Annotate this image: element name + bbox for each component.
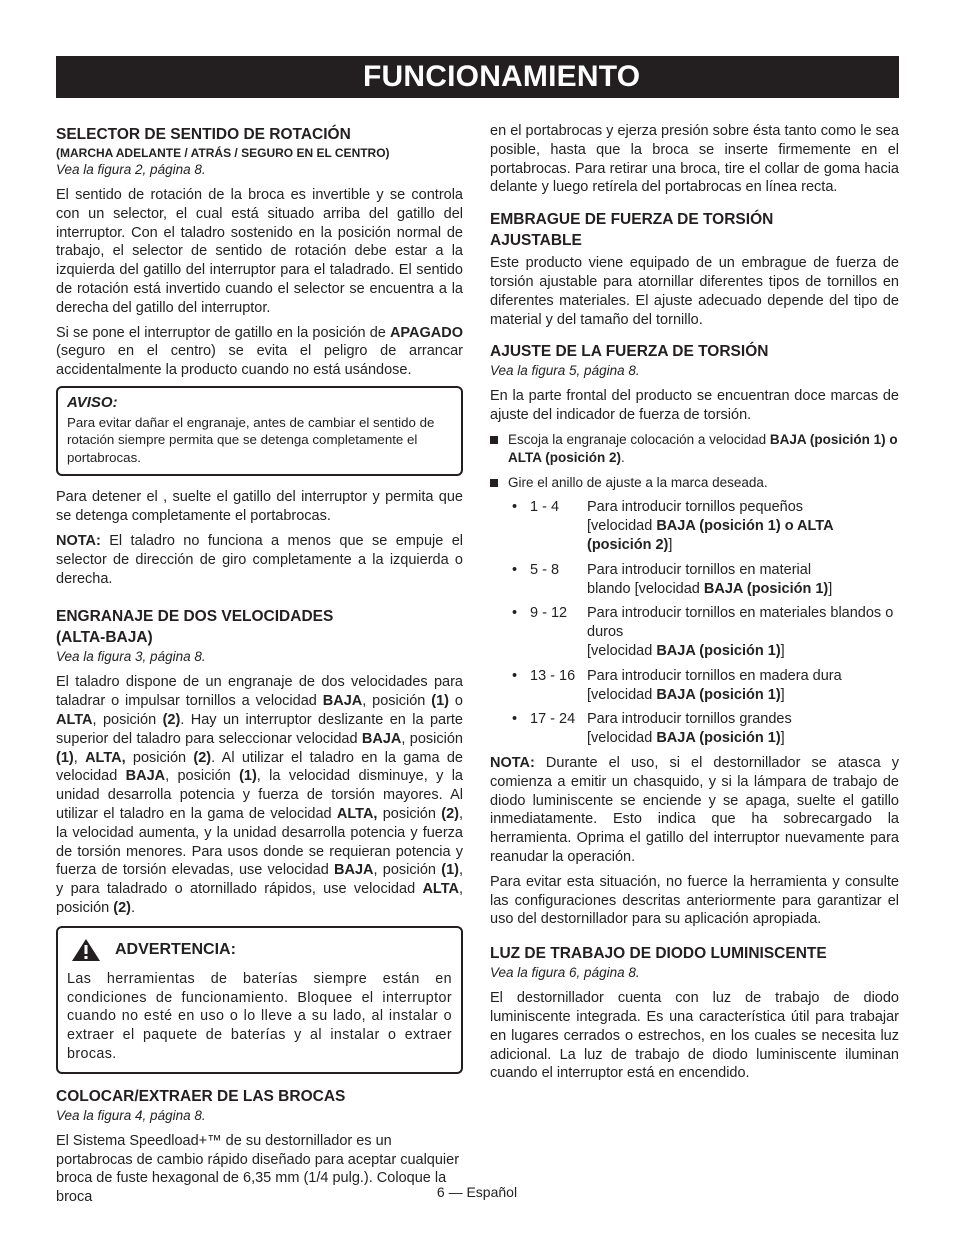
notice-box: [56, 386, 463, 477]
page-title: FUNCIONAMIENTO: [56, 56, 899, 98]
warning-header: [67, 938, 452, 962]
notice-text: Para evitar dañar el engranaje, antes de cambiar el sentido de rotación siempre permita que se detenga completamente el portabrocas.: [67, 414, 435, 465]
section-heading-led: LUZ DE TRABAJO DE DIODO LUMINISCENTE: [490, 945, 827, 963]
list-item: Gire el anillo de ajuste a la marca deseada.: [490, 474, 899, 493]
paragraph: En la parte frontal del producto se encuentran doce marcas de ajuste del indicador de fuerza de torsión.: [490, 388, 899, 424]
section-heading-rotation: SELECTOR DE SENTIDO DE ROTACIÓN: [56, 126, 351, 143]
bullet-dot-icon: •: [512, 711, 518, 728]
warning-title: ADVERTENCIA:: [115, 940, 236, 958]
paragraph: Para detener el , suelte el gatillo del interruptor y permita que se detenga completamente el portabrocas.: [56, 489, 463, 525]
left-column: [56, 124, 463, 1213]
paragraph: Este producto viene equipado de un embrague de fuerza de torsión ajustable para atornillar diferentes tipos de tornillos en diferentes materiales. El ajuste adecuado depende del tipo de material y del tamaño del tornillo.: [490, 255, 899, 328]
paragraph: El destornillador cuenta con luz de trabajo de diodo luminiscente integrada. Es una característica útil para trabajar en lugares cerrados o estrechos, en los cuales se necesita luz adicional. La luz de trabajo de diodo luminiscente iluminan cuando el interruptor está en encendido.: [490, 990, 899, 1082]
note-paragraph: NOTA: El taladro no funciona a menos que se empuje el selector de dirección de giro completamente a la izquierda o derecha.: [56, 533, 463, 587]
paragraph-two-speed: El taladro dispone de un engranaje de dos velocidades para taladrar o impulsar tornillos a velocidad BAJA, posición (1) o ALTA, posición (2). Hay un interruptor deslizante en la parte superior del taladro para seleccionar velocidad BAJA, posición (1), ALTA, posición (2). Al utilizar el taladro en la gama de velocidad BAJA, posición (1), la velocidad disminuye, y la unidad desarrolla potencia y fuerza de torsión mayores. Al utilizar el taladro en la gama de velocidad ALTA, posición (2), la velocidad aumenta, y la unidad desarrolla potencia y fuerza de torsión menores. Para usos donde se requieran potencia y fuerza de torsión elevadas, use velocidad BAJA, posición (1), y para taladrado o atornillado rápidos, use velocidad ALTA, posición (2).: [56, 674, 463, 917]
setting-description: Para introducir tornillos en madera dura [velocidad BAJA (posición 1)]: [587, 667, 842, 703]
bullet-dot-icon: •: [512, 667, 518, 684]
paragraph: El Sistema Speedload+™ de su destornillador es un portabrocas de cambio rápido diseñado para aceptar cualquier broca de fuste hexagonal de 6,35 mm (1/4 pulg.). Coloque la broca: [56, 1132, 460, 1206]
warning-box: [56, 926, 463, 1074]
list-item: Escoja la engranaje colocación a velocidad BAJA (posición 1) o ALTA (posición 2).: [490, 431, 899, 468]
paragraph: Para evitar esta situación, no fuerce la herramienta y consulte las configuraciones descritas anteriormente para garantizar el uso del destornillador para su aplicación apropiada.: [490, 873, 899, 928]
torque-setting-row: [512, 667, 899, 705]
torque-settings-list: [490, 498, 899, 748]
bullet-dot-icon: •: [512, 605, 518, 622]
figure-reference: Vea la figura 6, página 8.: [490, 965, 640, 981]
paragraph: El sentido de rotación de la broca es invertible y se controla con un selector, el cual está situado arriba del gatillo del interruptor. Con el taladro sostenido en la posición normal de trabajo, el selector de sentido de rotación debe estar a la izquierda del gatillo del interruptor para el taladrado. El sentido de rotación está invertido cuando el selector se encuentra a la derecha del gatillo del interruptor.: [56, 187, 463, 316]
warning-triangle-icon: [71, 938, 101, 962]
setting-description: Para introducir tornillos grandes [velocidad BAJA (posición 1)]: [587, 711, 792, 747]
torque-setting-row: [512, 604, 899, 660]
section-heading-bits: COLOCAR/EXTRAER DE LAS BROCAS: [56, 1087, 346, 1105]
setting-range: 5 - 8: [530, 561, 560, 578]
section-heading-clutch: EMBRAGUE DE FUERZA DE TORSIÓN AJUSTABLE: [490, 211, 774, 250]
note-paragraph: NOTA: Durante el uso, si el destornillador se atasca y comienza a emitir un chasquido, y si la lámpara de trabajo de diodo luminiscente se enciende y se apaga, suelte el gatillo inmediatamente. Esto indica que ha sobrecargado la herramienta. Oprima el gatillo del interruptor nuevamente para reanudar la operación.: [490, 755, 899, 866]
section-heading-two-speed: ENGRANAJE DE DOS VELOCIDADES (ALTA-BAJA): [56, 608, 334, 647]
setting-description: Para introducir tornillos en materiales blandos o duros [velocidad BAJA (posición 1)]: [587, 605, 894, 660]
torque-setting-row: [512, 561, 899, 599]
figure-reference: Vea la figura 2, página 8.: [56, 162, 206, 177]
setting-range: 17 - 24: [530, 711, 576, 728]
bullet-square-icon: [490, 436, 498, 444]
setting-range: 9 - 12: [530, 605, 568, 622]
setting-description: Para introducir tornillos pequeños [velocidad BAJA (posición 1) o ALTA (posición 2)]: [587, 499, 834, 554]
paragraph: Si se pone el interruptor de gatillo en la posición de APAGADO (seguro en el centro) se evita el peligro de arrancar accidentalmente la producto cuando no está usándose.: [56, 324, 463, 379]
setting-range: 1 - 4: [530, 499, 560, 516]
bullet-dot-icon: •: [512, 499, 518, 516]
bullet-square-icon: [490, 479, 498, 487]
right-column: [490, 122, 899, 1089]
figure-reference: Vea la figura 3, página 8.: [56, 649, 206, 665]
bullet-dot-icon: •: [512, 561, 518, 578]
paragraph: en el portabrocas y ejerza presión sobre ésta tanto como le sea posible, hasta que la broca se inserte firmemente en el portabrocas. Para retirar una broca, tire el collar de goma hacia delante y luego retírela del portabrocas en línea recta.: [490, 123, 899, 196]
torque-setting-row: [512, 498, 899, 554]
warning-text: Las herramientas de baterías siempre están en condiciones de funcionamiento. Bloquee el interruptor cuando no esté en uso o lo lleve a su lado, al instalar o extraer el paquete de baterías y al instalar o extraer brocas.: [67, 970, 452, 1062]
torque-setting-row: [512, 710, 899, 748]
figure-reference: Vea la figura 4, página 8.: [56, 1107, 206, 1123]
setting-description: Para introducir tornillos en material blando [velocidad BAJA (posición 1)]: [587, 561, 833, 597]
section-heading-torque: AJUSTE DE LA FUERZA DE TORSIÓN: [490, 343, 769, 361]
page-footer: 6 — Español: [436, 1184, 518, 1200]
notice-title: AVISO:: [67, 393, 118, 411]
section-subheading-rotation: (MARCHA ADELANTE / ATRÁS / SEGURO EN EL CENTRO): [56, 146, 390, 160]
figure-reference: Vea la figura 5, página 8.: [490, 363, 640, 379]
setting-range: 13 - 16: [530, 667, 576, 684]
